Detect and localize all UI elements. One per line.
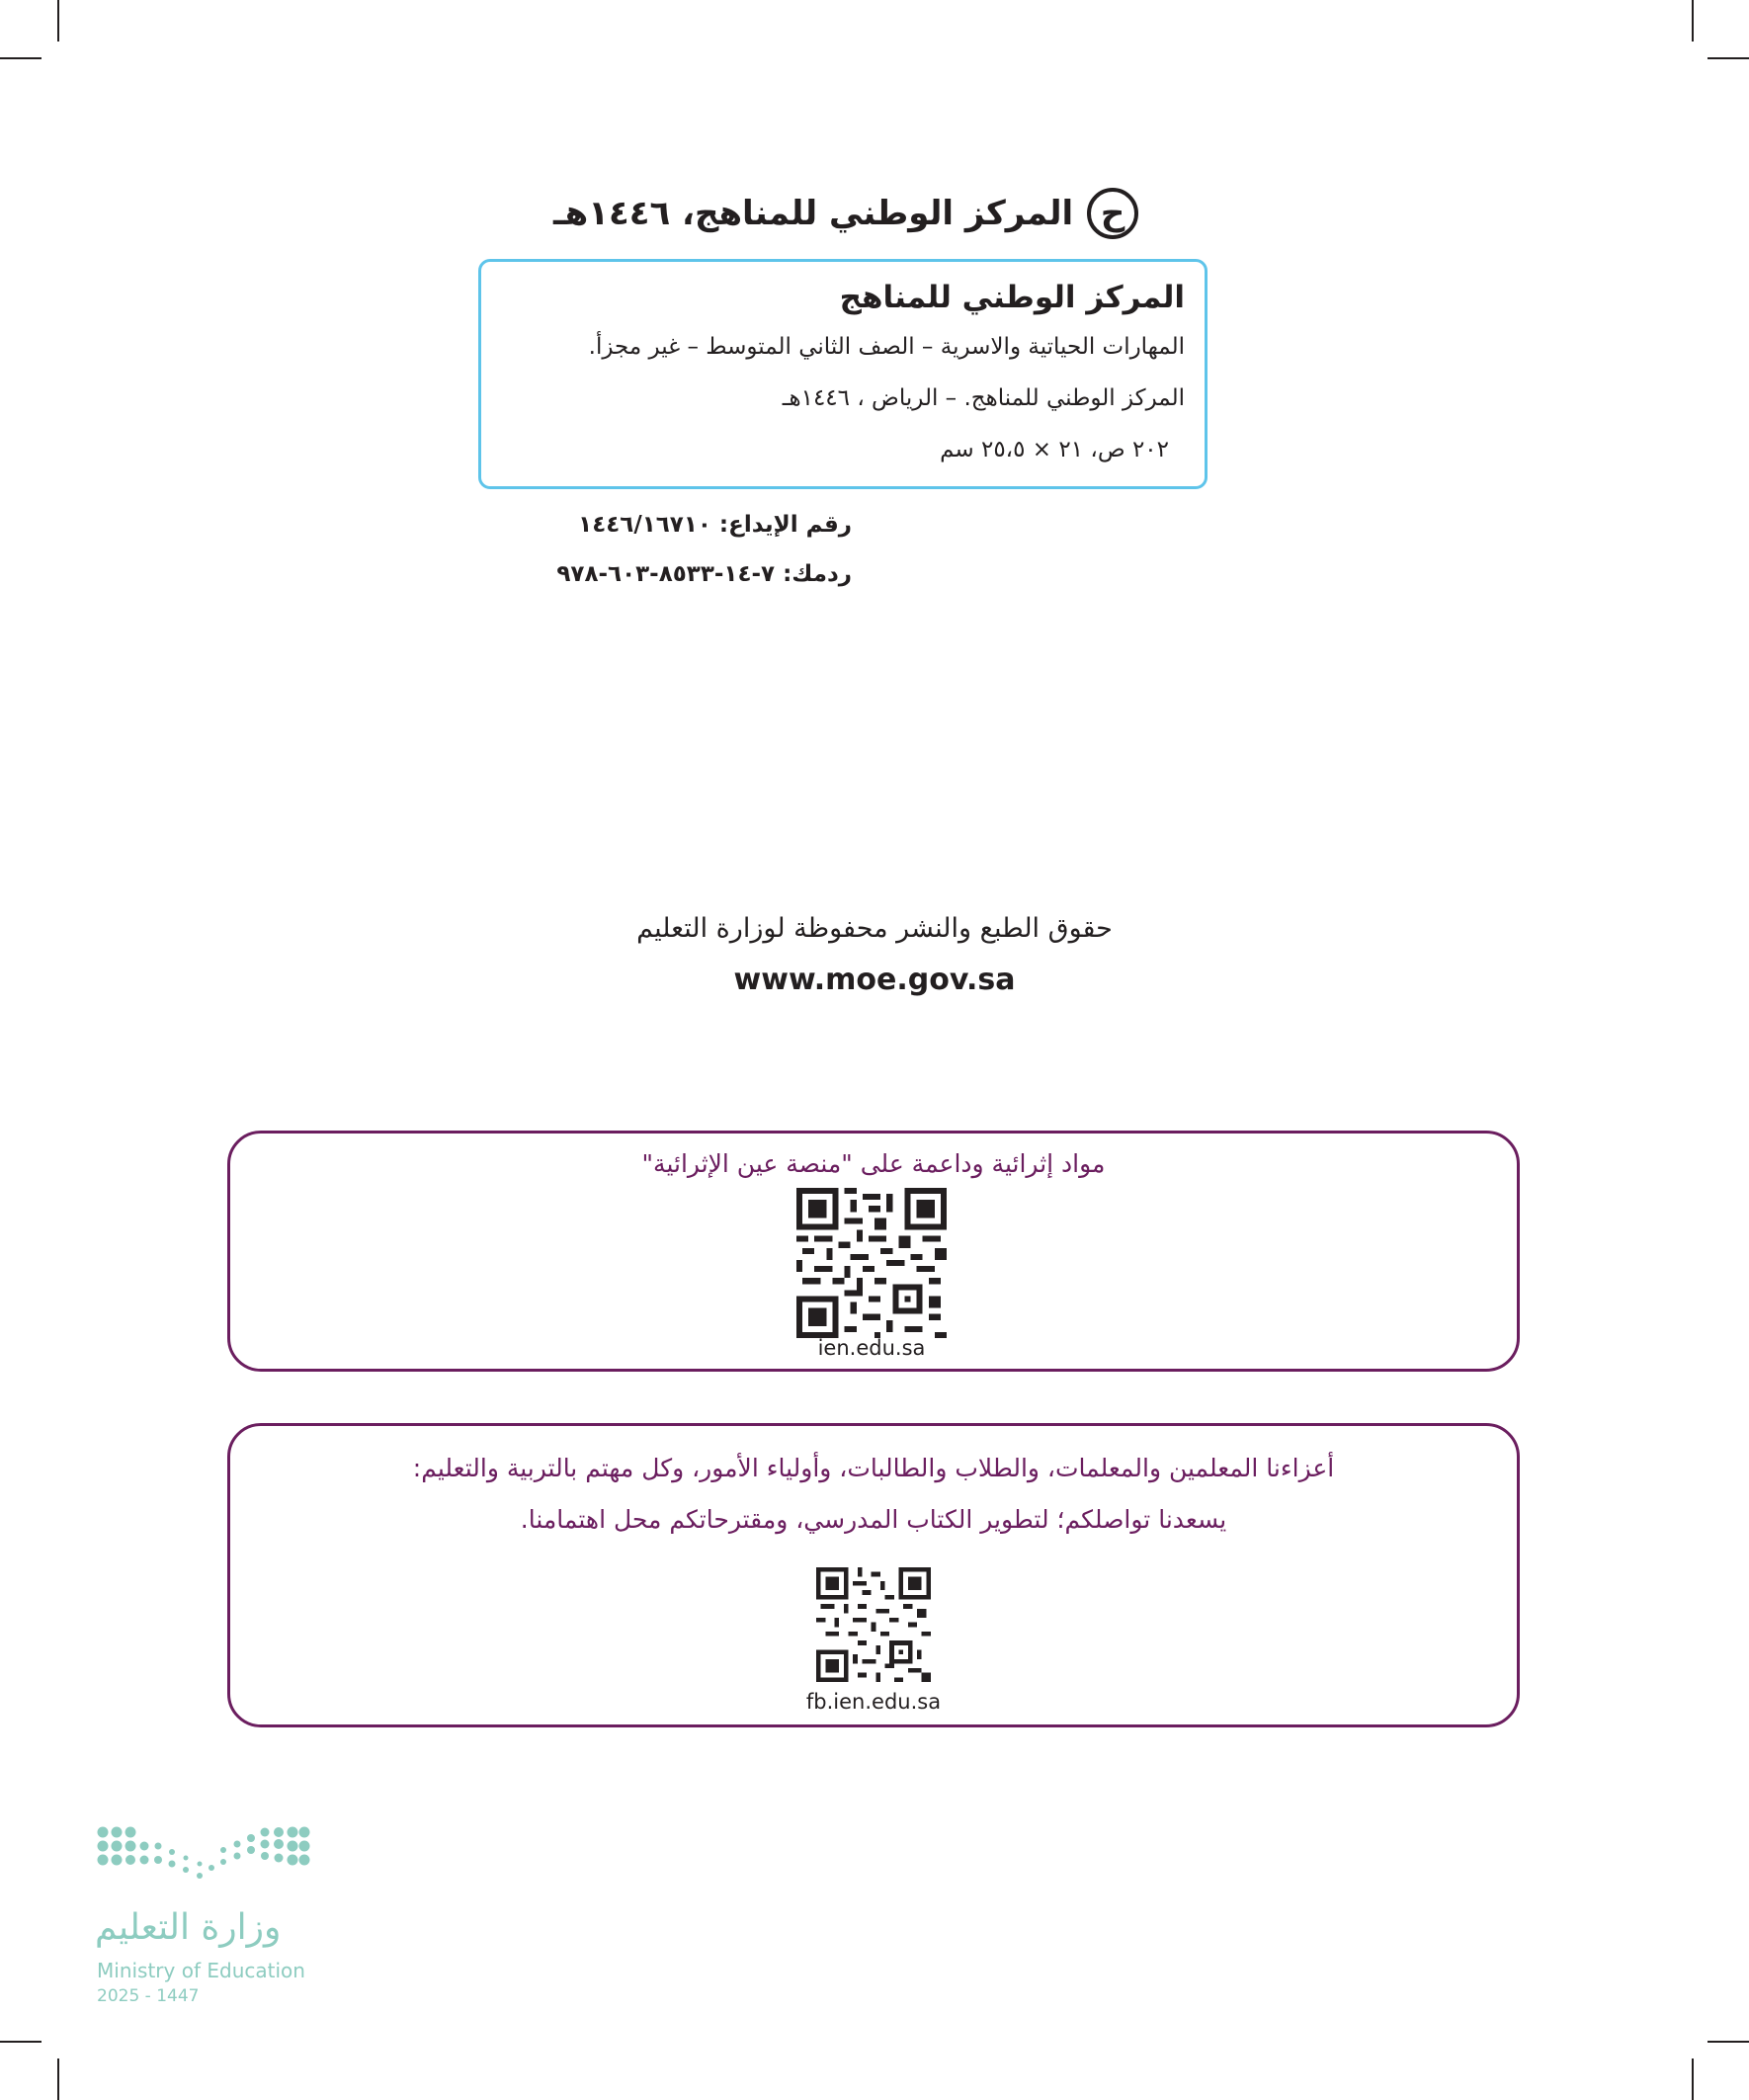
cataloging-box xyxy=(478,259,1208,489)
crop-mark xyxy=(0,2041,42,2043)
crop-mark xyxy=(57,2058,59,2100)
crop-mark xyxy=(57,0,59,42)
feedback-greeting: أعزاءنا المعلمين والمعلمات، والطلاب والطالبات، وأولياء الأمور، وكل مهتم بالتربية والتعليم: xyxy=(412,1454,1335,1482)
ien-url[interactable]: ien.edu.sa xyxy=(817,1336,926,1360)
feedback-message: يسعدنا تواصلكم؛ لتطوير الكتاب المدرسي، ومقترحاتكم محل اهتمامنا. xyxy=(520,1505,1227,1534)
ministry-logo-dots xyxy=(95,1824,312,1893)
deposit-number: رقم الإيداع: ١٤٤٦/١٦٧١٠ xyxy=(578,512,852,538)
crop-mark xyxy=(1692,0,1694,42)
ministry-name-arabic: وزارة التعليم xyxy=(95,1907,282,1948)
copyright-heading xyxy=(553,182,1186,245)
ien-heading: مواد إثرائية وداعمة على "منصة عين الإثرائية" xyxy=(641,1149,1106,1178)
ministry-year: 2025 - 1447 xyxy=(97,1986,200,2006)
cataloging-publisher: المركز الوطني للمناهج. – الرياض ، ١٤٤٦هـ xyxy=(782,385,1185,411)
ien-qr-code[interactable] xyxy=(796,1188,947,1338)
cataloging-dimensions: ٢٠٢ ص، ٢١ × ٢٥،٥ سم xyxy=(940,437,1169,462)
crop-mark xyxy=(0,57,42,59)
isbn-number: ردمك: ٧-١٤-٨٥٣٣-٦٠٣-٩٧٨ xyxy=(556,561,852,587)
copyright-text: المركز الوطني للمناهج، ١٤٤٦هـ xyxy=(553,194,1074,233)
copyright-symbol: ح xyxy=(1087,188,1138,239)
ministry-name-english: Ministry of Education xyxy=(97,1959,305,1982)
cataloging-book-info: المهارات الحياتية والاسرية – الصف الثاني المتوسط – غير مجزأ. xyxy=(588,334,1185,360)
crop-mark xyxy=(1707,2041,1749,2043)
feedback-qr-code[interactable] xyxy=(816,1567,931,1682)
website-link[interactable]: www.moe.gov.sa xyxy=(733,963,1016,997)
cataloging-title: المركز الوطني للمناهج xyxy=(839,280,1185,315)
crop-mark xyxy=(1707,57,1749,59)
feedback-url[interactable]: fb.ien.edu.sa xyxy=(805,1690,942,1714)
crop-mark xyxy=(1692,2058,1694,2100)
rights-text: حقوق الطبع والنشر محفوظة لوزارة التعليم xyxy=(636,913,1113,944)
